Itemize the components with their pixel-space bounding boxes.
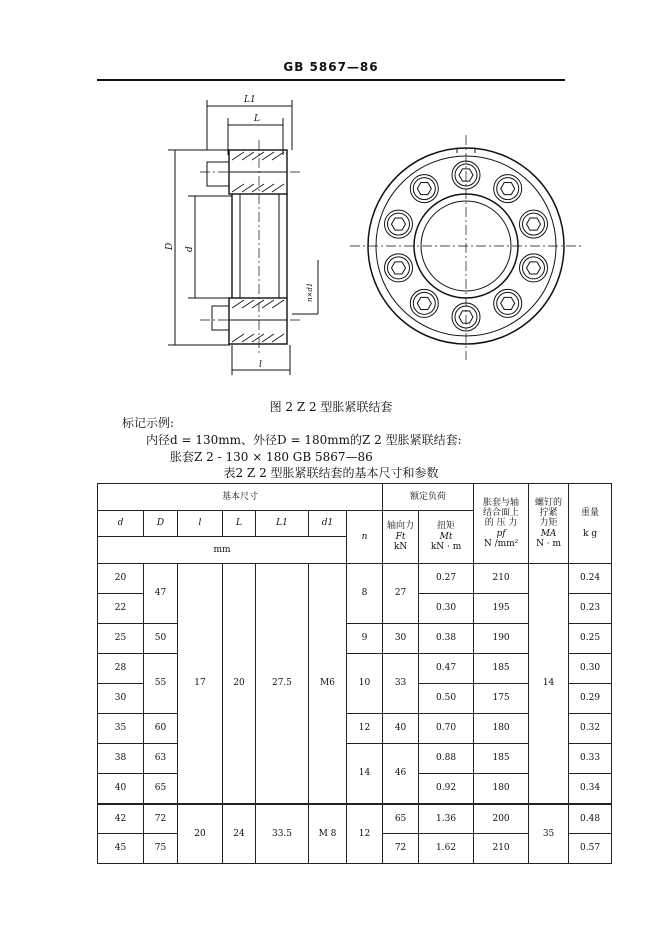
cell-d: 45 (98, 834, 144, 864)
header-n: n (347, 511, 383, 564)
cell-L1: 27.5 (256, 564, 309, 804)
cell-d1: M 8 (309, 804, 347, 864)
cell-Ft: 30 (383, 624, 419, 654)
bolt-head (520, 210, 548, 238)
cell-l: 17 (178, 564, 223, 804)
dim-l: l (259, 360, 262, 370)
cell-d: 38 (98, 744, 144, 774)
cell-weight: 0.29 (569, 684, 612, 714)
bolt-head (410, 175, 438, 203)
bolt-head (520, 254, 548, 282)
cell-D: 47 (144, 564, 178, 624)
bolt-head-inner (497, 292, 519, 314)
header-L: L (223, 511, 256, 537)
hex-socket (392, 218, 406, 230)
cell-pf: 210 (474, 834, 529, 864)
cell-d: 42 (98, 804, 144, 834)
bolt-head-inner (497, 178, 519, 200)
cell-Ft: 65 (383, 804, 419, 834)
cell-D: 75 (144, 834, 178, 864)
cell-weight: 0.30 (569, 654, 612, 684)
cell-Ft: 27 (383, 564, 419, 624)
bolt-head-inner (388, 213, 410, 235)
dim-d: d (185, 246, 195, 252)
cell-d: 22 (98, 594, 144, 624)
cell-weight: 0.23 (569, 594, 612, 624)
cell-weight: 0.34 (569, 774, 612, 804)
hex-socket (501, 297, 515, 309)
header-mm: mm (98, 537, 347, 564)
cell-n: 10 (347, 654, 383, 714)
cell-pf: 200 (474, 804, 529, 834)
hex-socket (417, 297, 431, 309)
center-lines (200, 135, 582, 360)
cell-n: 12 (347, 714, 383, 744)
header-torque: 扭矩 Mt kN · m (419, 511, 474, 564)
cell-n: 9 (347, 624, 383, 654)
table-caption: 表2 Z 2 型胀紧联结套的基本尺寸和参数 (223, 466, 439, 480)
cell-L: 24 (223, 804, 256, 864)
cell-n: 8 (347, 564, 383, 624)
header-L1: L1 (256, 511, 309, 537)
cell-weight: 0.48 (569, 804, 612, 834)
dim-L: L (254, 114, 260, 124)
hex-socket (527, 262, 541, 274)
cell-pf: 190 (474, 624, 529, 654)
cell-weight: 0.24 (569, 564, 612, 594)
bolt-head-inner (523, 257, 545, 279)
cell-Mt: 1.62 (419, 834, 474, 864)
hex-socket (417, 183, 431, 195)
cell-n: 12 (347, 804, 383, 864)
cell-Ft: 33 (383, 654, 419, 714)
cell-Ft: 72 (383, 834, 419, 864)
cell-D: 55 (144, 654, 178, 714)
bolt-head (385, 210, 413, 238)
header-d: d (98, 511, 144, 537)
cell-weight: 0.57 (569, 834, 612, 864)
bolt-head (494, 289, 522, 317)
cell-MA: 14 (529, 564, 569, 804)
cell-Mt: 0.70 (419, 714, 474, 744)
cell-d: 40 (98, 774, 144, 804)
cell-D: 50 (144, 624, 178, 654)
cell-L: 20 (223, 564, 256, 804)
cell-n: 14 (347, 744, 383, 804)
header-rated-load: 额定负荷 (383, 484, 474, 511)
example-line-1: 内径d = 130mm、外径D = 180mm的Z 2 型胀紧联结套: (146, 433, 462, 447)
spec-table (97, 483, 612, 864)
cell-D: 72 (144, 804, 178, 834)
bolt-head (385, 254, 413, 282)
cell-d1: M6 (309, 564, 347, 804)
header-d1: d1 (309, 511, 347, 537)
cell-pf: 180 (474, 714, 529, 744)
cell-l: 20 (178, 804, 223, 864)
figure-caption: 图 2 Z 2 型胀紧联结套 (269, 400, 393, 414)
dim-D: D (165, 242, 175, 250)
cell-MA: 35 (529, 804, 569, 864)
bolt-head (410, 289, 438, 317)
header-axial-force: 轴向力 Ft kN (383, 511, 419, 564)
cell-Ft: 46 (383, 744, 419, 804)
example-line-2: 胀套Z 2 - 130 × 180 GB 5867—86 (170, 450, 373, 464)
cell-Mt: 0.50 (419, 684, 474, 714)
dim-nd1: n×d1 (306, 282, 314, 302)
cell-D: 60 (144, 714, 178, 744)
header-l: l (178, 511, 223, 537)
cell-Mt: 0.47 (419, 654, 474, 684)
bolt-head-inner (413, 292, 435, 314)
cell-pf: 180 (474, 774, 529, 804)
cell-weight: 0.25 (569, 624, 612, 654)
cell-Ft: 40 (383, 714, 419, 744)
dim-L1: L1 (244, 95, 256, 105)
cell-D: 65 (144, 774, 178, 804)
hex-socket (501, 183, 515, 195)
cell-weight: 0.33 (569, 744, 612, 774)
cell-Mt: 1.36 (419, 804, 474, 834)
bolt-head-inner (523, 213, 545, 235)
cell-d: 28 (98, 654, 144, 684)
cell-D: 63 (144, 744, 178, 774)
bolt-head-inner (388, 257, 410, 279)
standard-header: GB 5867—86 (283, 60, 379, 74)
cell-pf: 185 (474, 654, 529, 684)
example-label: 标记示例: (122, 416, 175, 430)
cell-weight: 0.32 (569, 714, 612, 744)
cell-Mt: 0.27 (419, 564, 474, 594)
hex-socket (527, 218, 541, 230)
cell-d: 20 (98, 564, 144, 594)
cell-L1: 33.5 (256, 804, 309, 864)
cell-Mt: 0.38 (419, 624, 474, 654)
header-pressure: 胀套与轴 结合面上 的 压 力 pf N /mm² (474, 484, 529, 564)
cell-pf: 175 (474, 684, 529, 714)
bolt-head (494, 175, 522, 203)
cell-pf: 185 (474, 744, 529, 774)
cell-d: 30 (98, 684, 144, 714)
hex-socket (392, 262, 406, 274)
cell-d: 35 (98, 714, 144, 744)
engineering-drawing (0, 0, 662, 400)
cell-d: 25 (98, 624, 144, 654)
header-weight: 重量 k g (569, 484, 612, 564)
cell-pf: 195 (474, 594, 529, 624)
cell-Mt: 0.30 (419, 594, 474, 624)
cell-pf: 210 (474, 564, 529, 594)
header-D: D (144, 511, 178, 537)
header-basic-dims: 基本尺寸 (98, 484, 383, 511)
bolt-head-inner (413, 178, 435, 200)
cell-Mt: 0.92 (419, 774, 474, 804)
cell-Mt: 0.88 (419, 744, 474, 774)
header-bolt-torque: 螺钉的 拧紧 力矩 MA N · m (529, 484, 569, 564)
